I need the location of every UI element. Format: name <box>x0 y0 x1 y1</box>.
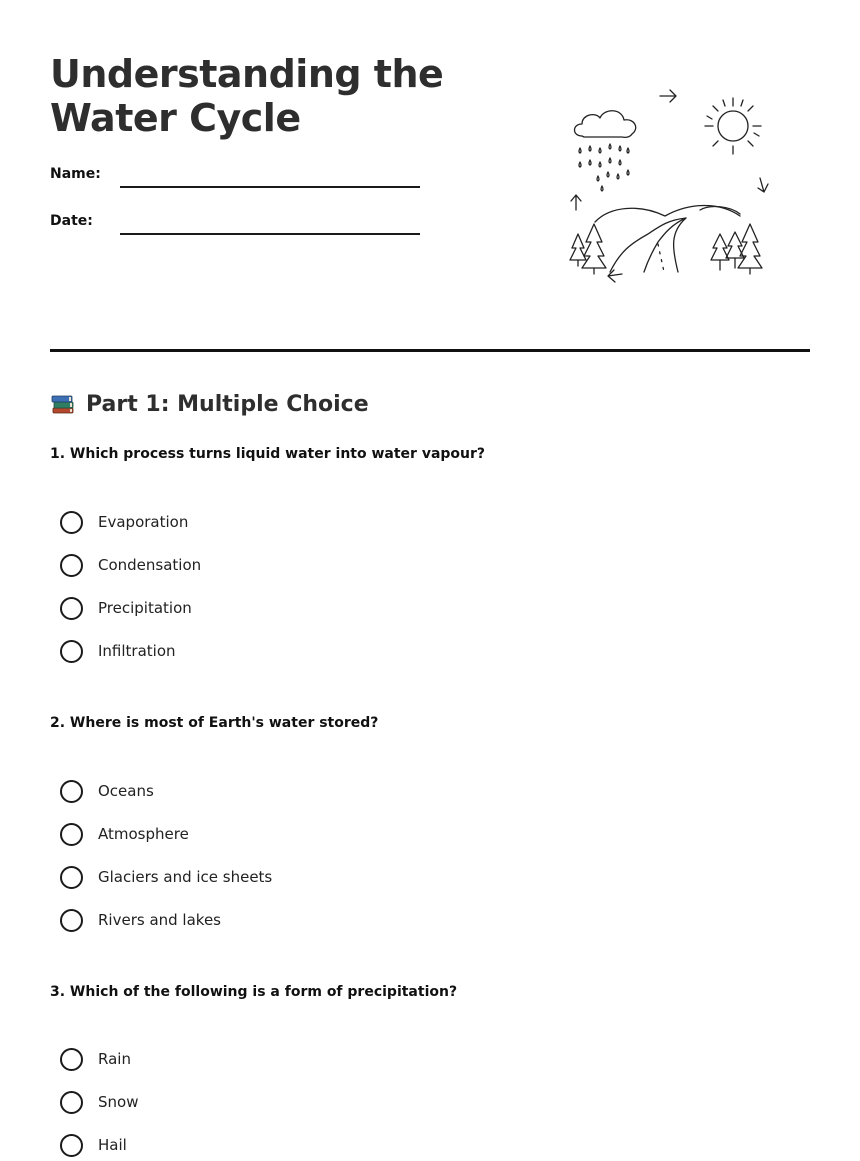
radio-button[interactable] <box>60 823 83 846</box>
radio-button[interactable] <box>60 1134 83 1157</box>
part1-heading-text: Part 1: Multiple Choice <box>86 391 369 417</box>
option-label: Snow <box>98 1093 139 1111</box>
question-1: 1. Which process turns liquid water into water vapour? <box>50 446 486 462</box>
q3-option-snow[interactable] <box>60 1089 138 1115</box>
name-field[interactable] <box>120 186 420 188</box>
option-label: Rain <box>98 1050 131 1068</box>
q2-option-atmosphere[interactable] <box>60 821 189 847</box>
date-field[interactable] <box>120 233 420 235</box>
option-label: Oceans <box>98 782 154 800</box>
radio-button[interactable] <box>60 1048 83 1071</box>
q3-option-rain[interactable] <box>60 1046 131 1072</box>
water-cycle-illustration <box>560 84 770 284</box>
radio-button[interactable] <box>60 640 83 663</box>
q1-option-precipitation[interactable] <box>60 595 192 621</box>
option-label: Condensation <box>98 556 202 574</box>
q2-option-rivers[interactable] <box>60 907 221 933</box>
worksheet-title: Understanding the Water Cycle <box>50 52 444 140</box>
q1-option-condensation[interactable] <box>60 552 201 578</box>
q2-option-oceans[interactable] <box>60 778 154 804</box>
question-3: 3. Which of the following is a form of precipitation? <box>50 984 458 1000</box>
date-label: Date: <box>50 213 93 229</box>
option-label: Infiltration <box>98 642 176 660</box>
radio-button[interactable] <box>60 597 83 620</box>
radio-button[interactable] <box>60 1091 83 1114</box>
river-icon <box>610 218 686 272</box>
section-divider <box>50 349 810 352</box>
option-label: Evaporation <box>98 513 189 531</box>
q3-option-hail[interactable] <box>60 1132 127 1158</box>
radio-button[interactable] <box>60 909 83 932</box>
radio-button[interactable] <box>60 866 83 889</box>
tree-icon <box>570 224 606 274</box>
radio-button[interactable] <box>60 780 83 803</box>
part1-heading <box>50 389 369 419</box>
option-label: Rivers and lakes <box>98 911 221 929</box>
sun-icon <box>705 98 761 154</box>
option-label: Atmosphere <box>98 825 189 843</box>
tree-icon <box>711 224 762 274</box>
rain-icon <box>579 144 629 191</box>
question-2: 2. Where is most of Earth's water stored? <box>50 715 379 731</box>
option-label: Glaciers and ice sheets <box>98 868 273 886</box>
q1-option-evaporation[interactable] <box>60 509 188 535</box>
option-label: Precipitation <box>98 599 192 617</box>
name-label: Name: <box>50 166 101 182</box>
q2-option-glaciers[interactable] <box>60 864 272 890</box>
books-icon <box>50 391 76 417</box>
radio-button[interactable] <box>60 511 83 534</box>
option-label: Hail <box>98 1136 127 1154</box>
q1-option-infiltration[interactable] <box>60 638 176 664</box>
cycle-arrows-icon <box>571 90 768 282</box>
cloud-icon <box>575 111 636 138</box>
radio-button[interactable] <box>60 554 83 577</box>
